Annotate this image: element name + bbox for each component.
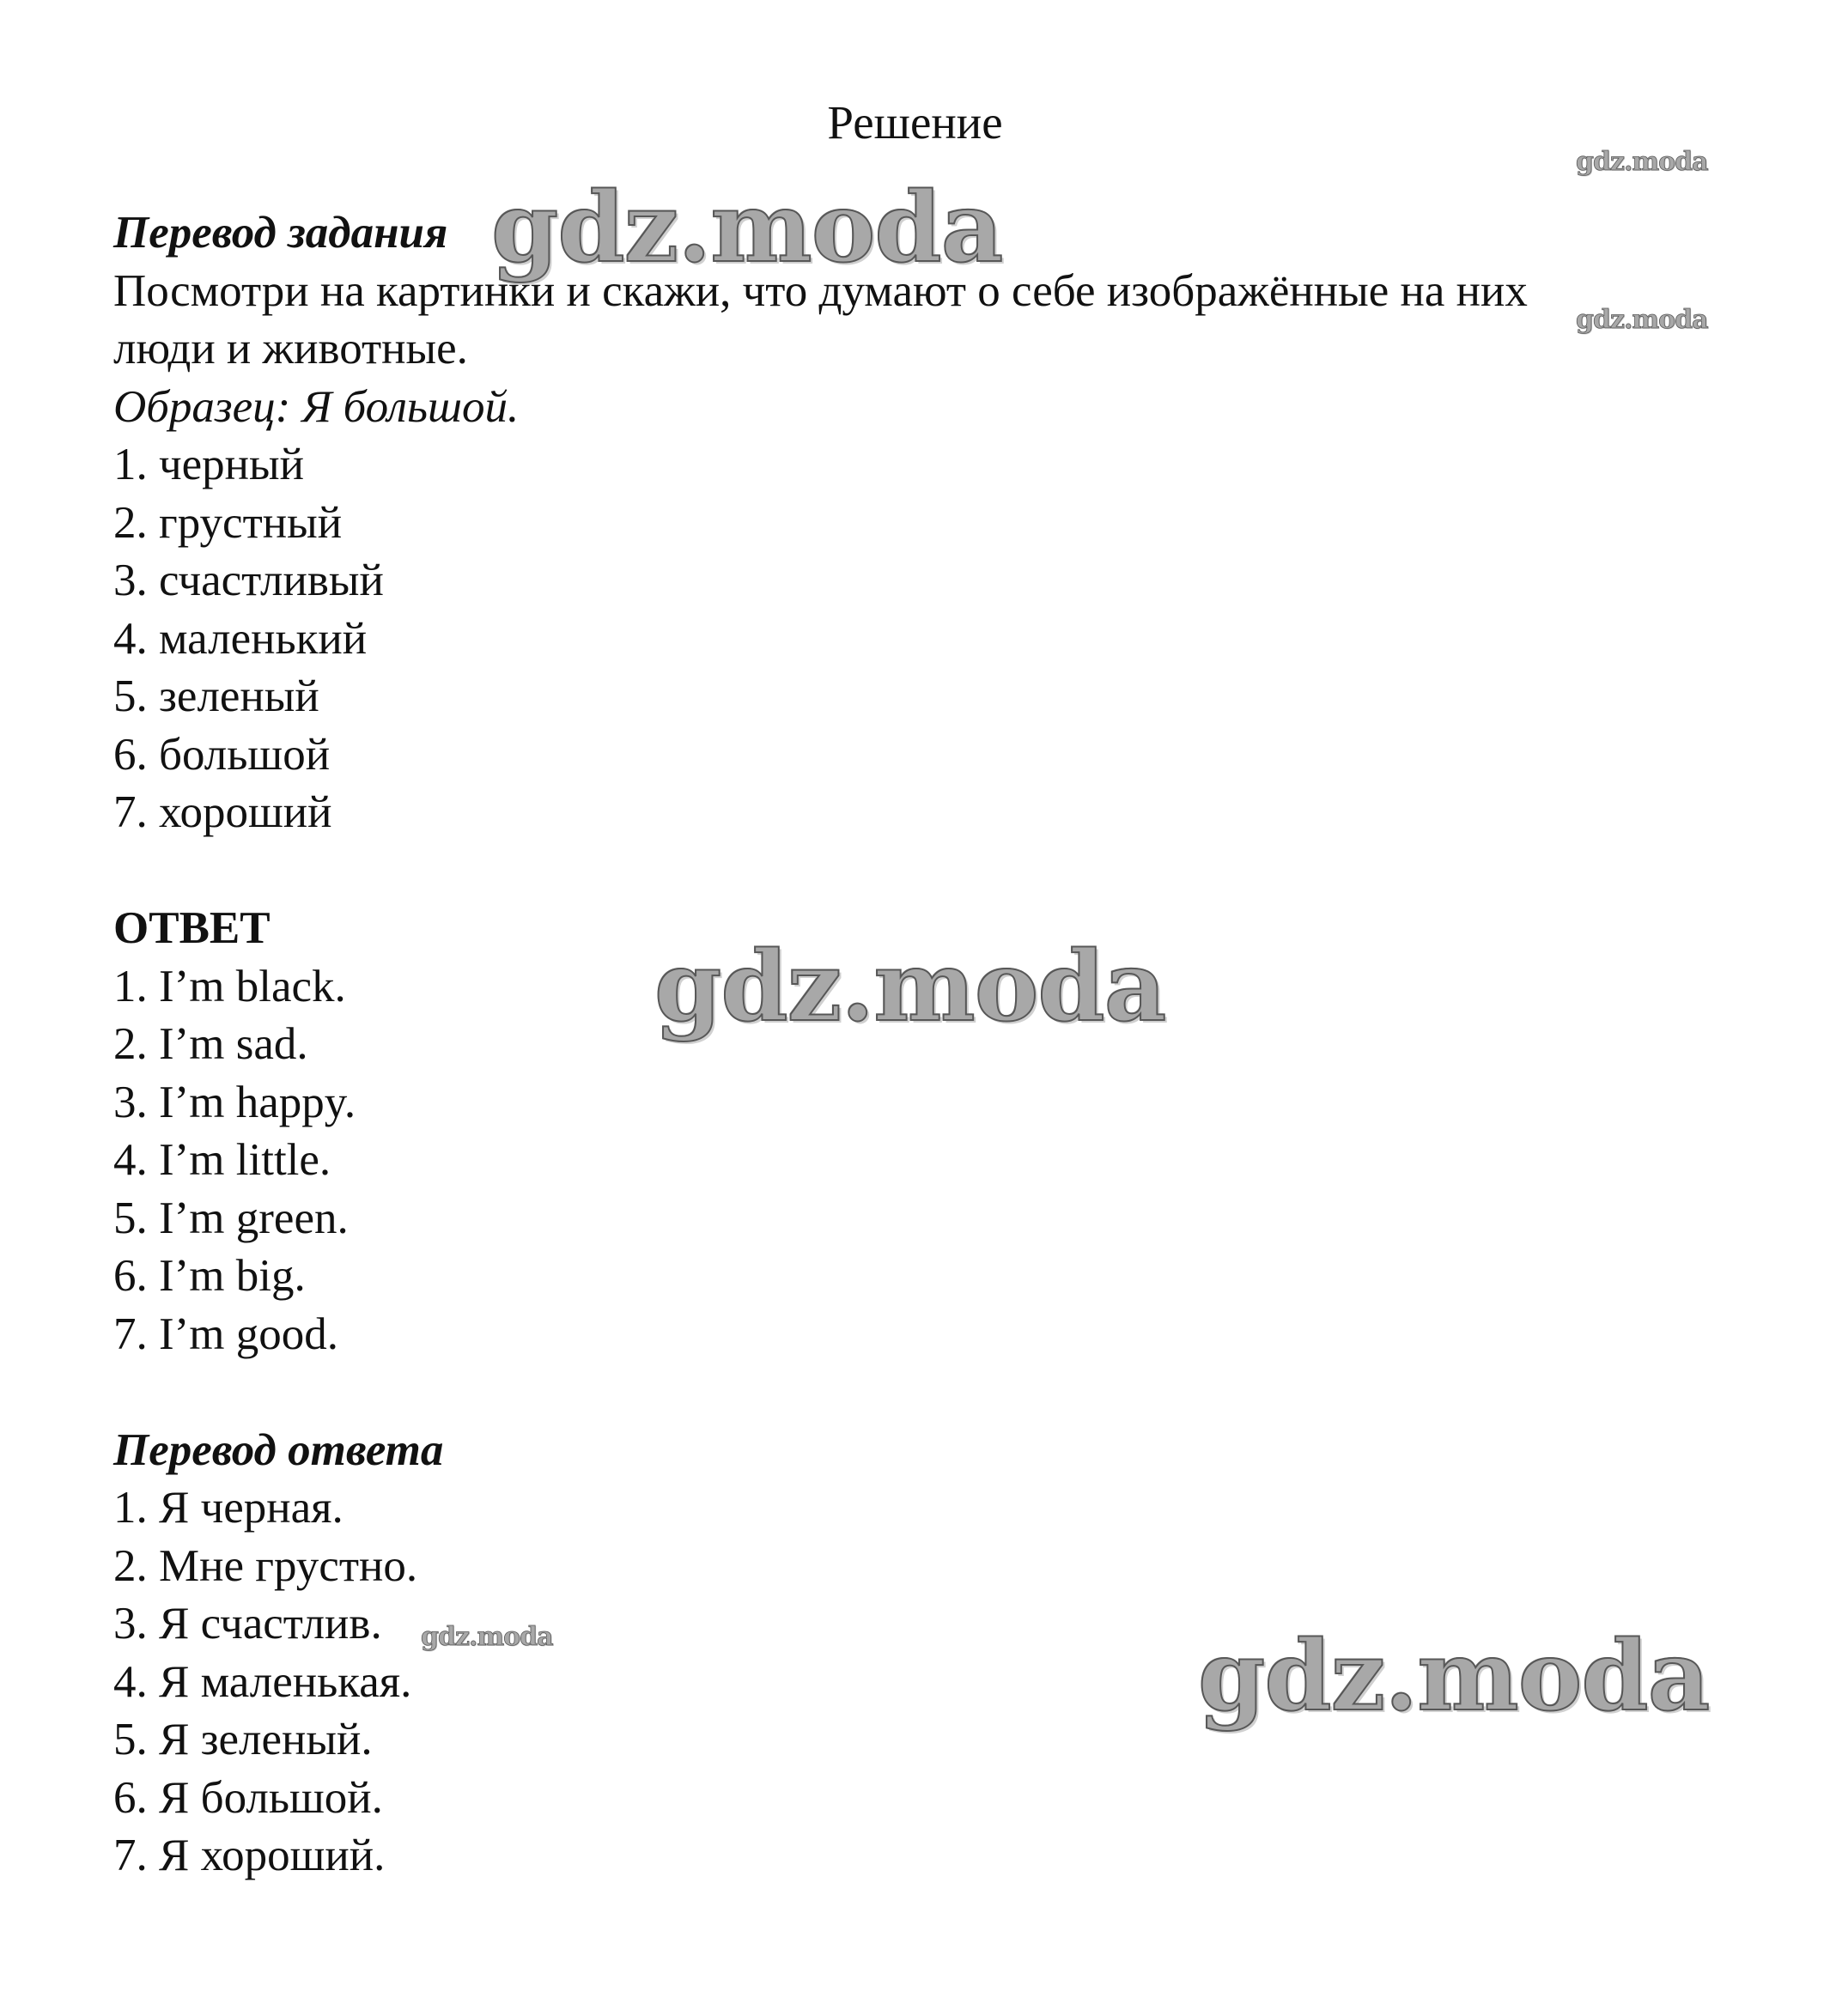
- answer-item: 7. I’m good.: [113, 1309, 339, 1359]
- answer-translation-item: 3. Я счастлив.: [113, 1599, 382, 1649]
- task-item: 1. черный: [113, 440, 305, 489]
- answer-translation-item: 7. Я хороший.: [113, 1831, 386, 1880]
- task-text-line-1: Посмотри на картинки и скажи, что думают о себе изображённые на них: [113, 265, 1528, 316]
- task-item: 5. зеленый: [113, 671, 319, 721]
- answer-item: 4. I’m little.: [113, 1135, 331, 1185]
- watermark: gdz.moda: [654, 931, 1166, 1043]
- answer-item: 5. I’m green.: [113, 1193, 349, 1243]
- watermark: gdz.moda: [421, 1622, 553, 1652]
- answer-translation-item: 5. Я зеленый.: [113, 1715, 373, 1764]
- task-item: 4. маленький: [113, 613, 368, 664]
- answer-translation-item: 4. Я маленькая.: [113, 1656, 412, 1707]
- task-sample: Образец: Я большой.: [113, 381, 520, 432]
- answer-item: 2. I’m sad.: [113, 1019, 308, 1069]
- watermark: gdz.moda: [1576, 305, 1708, 335]
- task-item: 6. большой: [113, 729, 331, 780]
- answer-item: 6. I’m big.: [113, 1251, 306, 1301]
- answer-item: 1. I’m black.: [113, 961, 346, 1011]
- answer-heading: ОТВЕТ: [113, 903, 271, 953]
- watermark: gdz.moda: [1576, 147, 1708, 177]
- answer-item: 3. I’m happy.: [113, 1077, 356, 1127]
- answer-translation-heading: Перевод ответа: [113, 1424, 444, 1475]
- watermark: gdz.moda: [491, 172, 1003, 284]
- answer-translation-item: 2. Мне грустно.: [113, 1540, 418, 1591]
- task-heading: Перевод задания: [113, 208, 448, 258]
- answer-translation-item: 6. Я большой.: [113, 1772, 383, 1823]
- task-item: 3. счастливый: [113, 556, 384, 605]
- answer-translation-item: 1. Я черная.: [113, 1483, 344, 1533]
- task-text-line-2: люди и животные.: [113, 324, 468, 373]
- watermark: gdz.moda: [1198, 1620, 1710, 1733]
- section-gap: [113, 842, 1745, 901]
- page-title: Решение: [827, 96, 1003, 149]
- section-gap: [113, 1363, 1745, 1422]
- task-item: 2. грустный: [113, 497, 343, 548]
- task-item: 7. хороший: [113, 787, 332, 837]
